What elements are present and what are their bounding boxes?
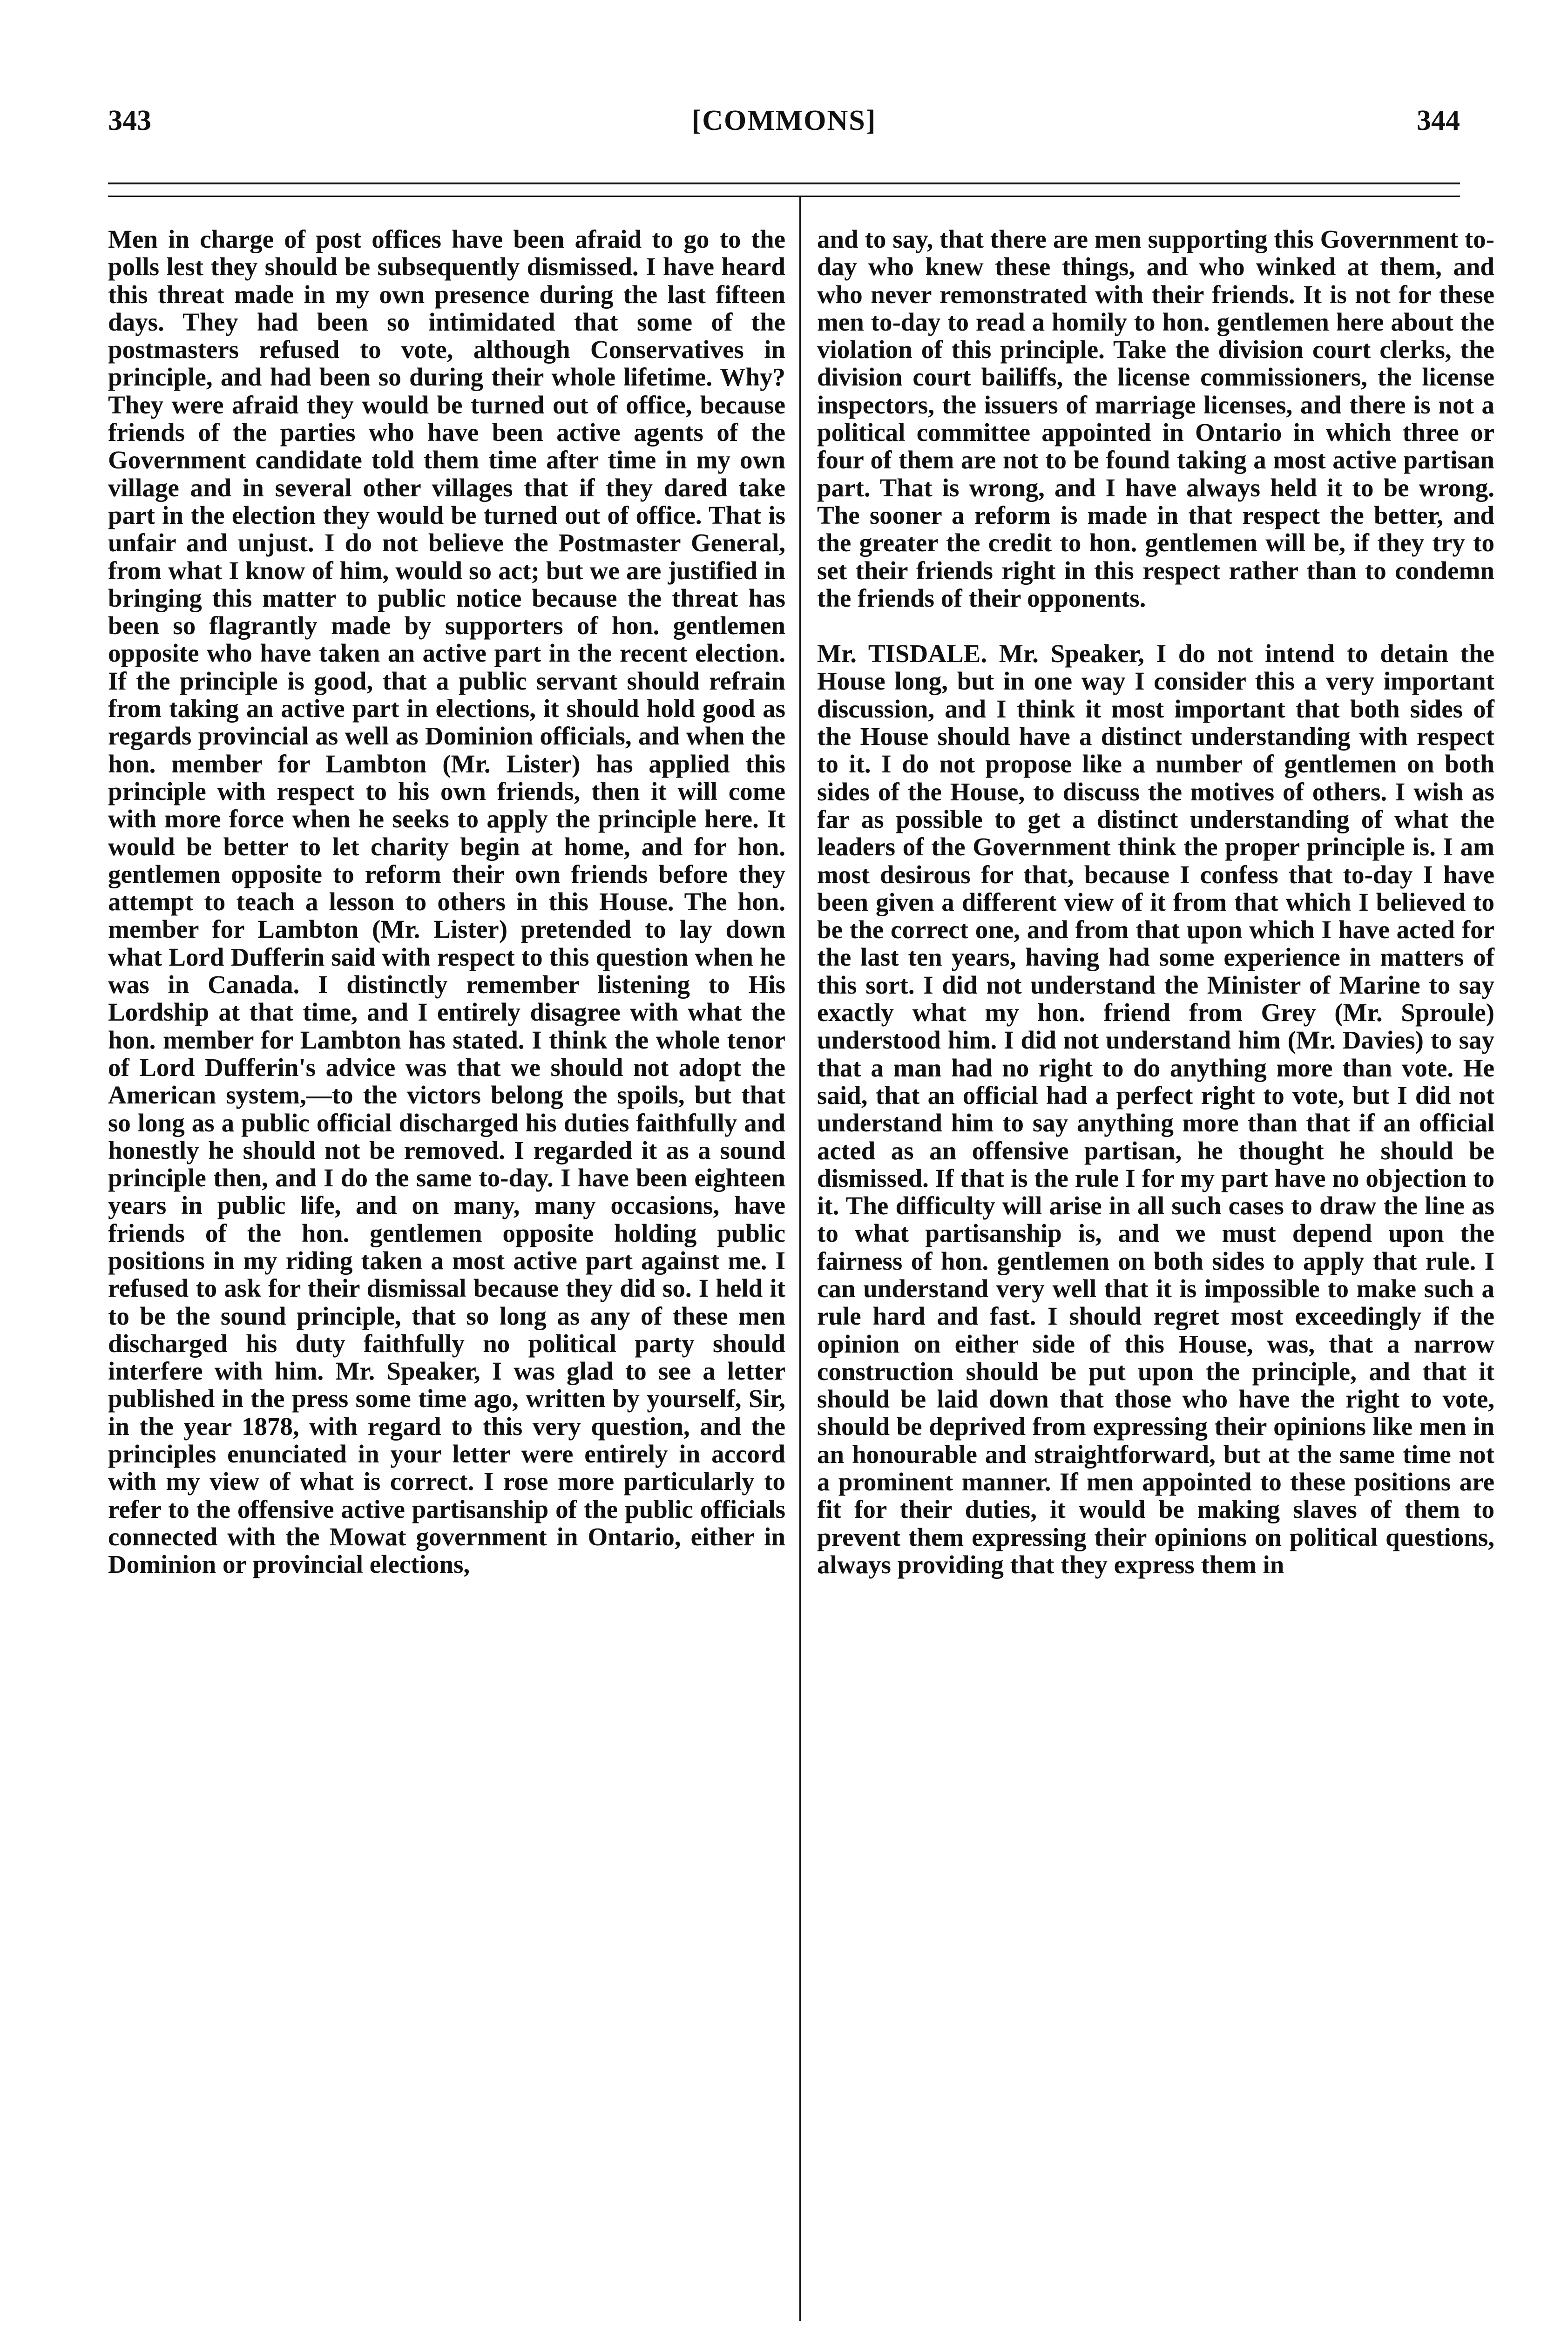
left-column: [108, 225, 785, 1578]
right-column-paragraph-2: Mr. TISDALE. Mr. Speaker, I do not intend to detain the House long, but in one way I consider this a very important discussion, and I think it most important that both sides of the House should have a distinct understanding with respect to it. I do not propose like a number of gentlemen on both sides of the House, to discuss the motives of others. I wish as far as possible to get a distinct understanding of what the leaders of the Government think the proper principle is. I am most desirous for that, because I confess that to-day I have been given a different view of it from that which I believed to be the correct one, and from that upon which I have acted for the last ten years, having had some experience in matters of this sort. I did not understand the Minister of Marine to say exactly what my hon. friend from Grey (Mr. Sproule) understood him. I did not understand him (Mr. Davies) to say that a man had no right to do anything more than vote. He said, that an official had a perfect right to vote, but I did not understand him to say anything more than that if an official acted as an offensive partisan, he thought he should be dismissed. If that is the rule I for my part have no objection to it. The difficulty will arise in all such cases to draw the line as to what partisanship is, and we must depend upon the fairness of hon. gentlemen on both sides to apply that rule. I can understand very well that it is impossible to make such a rule hard and fast. I should regret most exceedingly if the opinion on either side of this House, was, that a narrow construction should be put upon the principle, and that it should be laid down that those who have the right to vote, should be deprived from expressing their opinions like men in an honourable and straightforward, but at the same time not a prominent manner. If men appointed to these positions are fit for their duties, it would be making slaves of them to prevent them expressing their opinions on political questions, always providing that they express them in: [817, 639, 1494, 1579]
header-rule-top: [108, 183, 1460, 184]
right-column-paragraph-1: and to say, that there are men supporting this Government to-day who knew these things, and who winked at them, and who never remonstrated with their friends. It is not for these men to-day to read a homily to hon. gentlemen here about the violation of this principle. Take the division court clerks, the division court bailiffs, the license commissioners, the license inspectors, the issuers of marriage licenses, and there is not a political committee appointed in Ontario in which three or four of them are not to be found taking a most active partisan part. That is wrong, and I have always held it to be wrong. The sooner a reform is made in that respect the better, and the greater the credit to hon. gentlemen will be, if they try to set their friends right in this respect rather than to condemn the friends of their opponents.: [817, 225, 1494, 612]
left-column-paragraph-1: Men in charge of post offices have been afraid to go to the polls lest they should be subsequently dismissed. I have heard this threat made in my own presence during the last fifteen days. They had been so intimidated that some of the postmasters refused to vote, although Conservatives in principle, and had been so during their whole lifetime. Why? They were afraid they would be turned out of office, because friends of the parties who have been active agents of the Government candidate told them time after time in my own village and in several other villages that if they dared take part in the election they would be turned out of office. That is unfair and unjust. I do not believe the Postmaster General, from what I know of him, would so act; but we are justified in bringing this matter to public notice because the threat has been so flagrantly made by supporters of hon. gentlemen opposite who have taken an active part in the recent election. If the principle is good, that a public servant should refrain from taking an active part in elections, it should hold good as regards provincial as well as Dominion officials, and when the hon. member for Lambton (Mr. Lister) has applied this principle with respect to his own friends, then it will come with more force when he seeks to apply the principle here. It would be better to let charity begin at home, and for hon. gentlemen opposite to reform their own friends before they attempt to teach a lesson to others in this House. The hon. member for Lambton (Mr. Lister) pretended to lay down what Lord Dufferin said with respect to this question when he was in Canada. I distinctly remember listening to His Lordship at that time, and I entirely disagree with what the hon. member for Lambton has stated. I think the whole tenor of Lord Dufferin's advice was that we should not adopt the American system,—to the victors belong the spoils, but that so long as a public official discharged his duties faithfully and honestly he should not be removed. I regarded it as a sound principle then, and I do the same to-day. I have been eighteen years in public life, and on many, many occasions, have friends of the hon. gentlemen opposite holding public positions in my riding taken a most active part against me. I refused to ask for their dismissal because they did so. I held it to be the sound principle, that so long as any of these men discharged his duty faithfully no political party should interfere with him. Mr. Speaker, I was glad to see a letter published in the press some time ago, written by yourself, Sir, in the year 1878, with regard to this very question, and the principles enunciated in your letter were entirely in accord with my view of what is correct. I rose more particularly to refer to the offensive active partisanship of the public officials connected with the Mowat government in Ontario, either in Dominion or provincial elections,: [108, 225, 785, 1579]
right-page-number: 344: [1417, 105, 1460, 136]
page-title: [COMMONS]: [691, 105, 877, 136]
left-page-number: 343: [108, 105, 151, 136]
right-column: [817, 225, 1494, 1578]
header-rule-bottom: [108, 196, 1460, 197]
column-divider: [799, 196, 801, 2321]
